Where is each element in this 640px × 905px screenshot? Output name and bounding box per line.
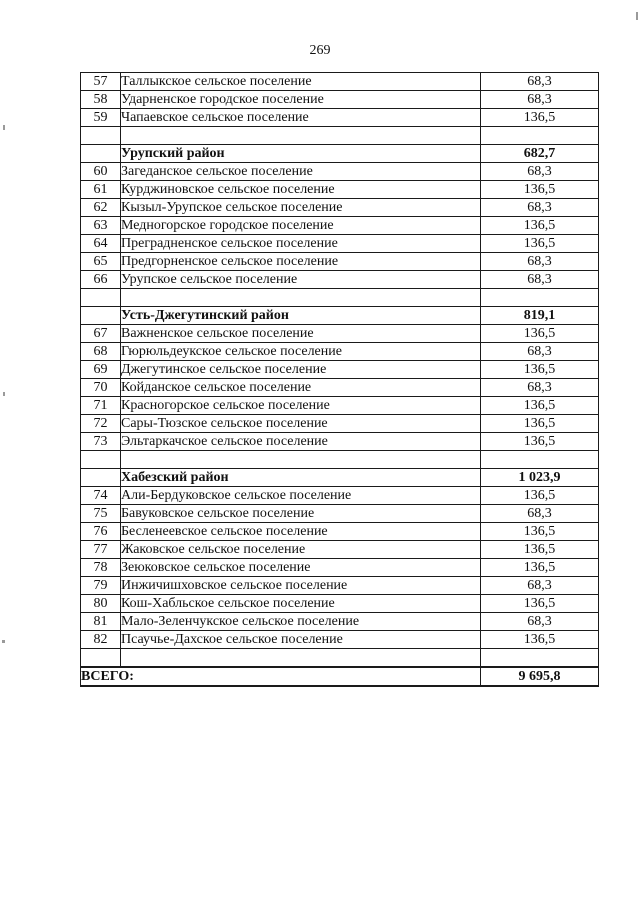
empty-cell [121, 451, 481, 469]
row-number: 68 [81, 343, 121, 361]
amount-value: 136,5 [481, 217, 599, 235]
row-number: 79 [81, 577, 121, 595]
amount-value: 68,3 [481, 577, 599, 595]
row-number: 71 [81, 397, 121, 415]
row-number: 69 [81, 361, 121, 379]
amount-value: 136,5 [481, 541, 599, 559]
row-number: 80 [81, 595, 121, 613]
amount-value: 136,5 [481, 361, 599, 379]
total-row [81, 667, 599, 686]
district-total: 819,1 [481, 307, 599, 325]
settlement-name: Гюрюльдеукское сельское поселение [121, 343, 481, 361]
row-number: 61 [81, 181, 121, 199]
table-row [81, 379, 599, 397]
settlement-name: Важненское сельское поселение [121, 325, 481, 343]
table-row [81, 271, 599, 289]
settlement-name: Таллыкское сельское поселение [121, 73, 481, 91]
district-name: Хабезский район [121, 469, 481, 487]
district-row [81, 307, 599, 325]
amount-value: 68,3 [481, 73, 599, 91]
empty-cell [481, 649, 599, 668]
row-number: 60 [81, 163, 121, 181]
settlement-name: Загеданское сельское поселение [121, 163, 481, 181]
row-number: 64 [81, 235, 121, 253]
blank-row [81, 289, 599, 307]
empty-cell [81, 451, 121, 469]
district-row [81, 469, 599, 487]
row-number: 81 [81, 613, 121, 631]
settlement-name: Чапаевское сельское поселение [121, 109, 481, 127]
empty-cell [121, 127, 481, 145]
table-row [81, 361, 599, 379]
amount-value: 68,3 [481, 163, 599, 181]
table-row [81, 595, 599, 613]
table-row [81, 343, 599, 361]
district-total: 682,7 [481, 145, 599, 163]
amount-value: 136,5 [481, 325, 599, 343]
amount-value: 136,5 [481, 109, 599, 127]
amount-value: 136,5 [481, 595, 599, 613]
table-row [81, 109, 599, 127]
row-number: 58 [81, 91, 121, 109]
empty-cell [81, 469, 121, 487]
row-number: 75 [81, 505, 121, 523]
blank-row [81, 451, 599, 469]
settlement-name: Бесленеевское сельское поселение [121, 523, 481, 541]
scan-artifact [2, 640, 5, 643]
table-row [81, 325, 599, 343]
row-number: 59 [81, 109, 121, 127]
table-row [81, 73, 599, 91]
amount-value: 136,5 [481, 631, 599, 649]
row-number: 76 [81, 523, 121, 541]
settlement-name: Эльтаркачское сельское поселение [121, 433, 481, 451]
table-row [81, 217, 599, 235]
row-number: 77 [81, 541, 121, 559]
grand-total-label: ВСЕГО: [81, 667, 481, 686]
blank-row [81, 649, 599, 668]
settlement-name: Сары-Тюзское сельское поселение [121, 415, 481, 433]
row-number: 62 [81, 199, 121, 217]
district-name: Урупский район [121, 145, 481, 163]
settlement-name: Ударненское городское поселение [121, 91, 481, 109]
settlement-name: Зеюковское сельское поселение [121, 559, 481, 577]
row-number: 66 [81, 271, 121, 289]
table-row [81, 91, 599, 109]
table-row [81, 559, 599, 577]
amount-value: 136,5 [481, 487, 599, 505]
empty-cell [481, 289, 599, 307]
table-row [81, 505, 599, 523]
amount-value: 68,3 [481, 253, 599, 271]
settlement-name: Кош-Хабльское сельское поселение [121, 595, 481, 613]
settlement-name: Койданское сельское поселение [121, 379, 481, 397]
settlement-name: Бавуковское сельское поселение [121, 505, 481, 523]
table-row [81, 613, 599, 631]
amount-value: 136,5 [481, 415, 599, 433]
district-name: Усть-Джегутинский район [121, 307, 481, 325]
amount-value: 68,3 [481, 505, 599, 523]
amount-value: 68,3 [481, 91, 599, 109]
row-number: 65 [81, 253, 121, 271]
grand-total-value: 9 695,8 [481, 667, 599, 686]
page-number: 269 [309, 43, 331, 58]
settlement-name: Джегутинское сельское поселение [121, 361, 481, 379]
table-row [81, 199, 599, 217]
amount-value: 68,3 [481, 343, 599, 361]
table-row [81, 415, 599, 433]
blank-row [81, 127, 599, 145]
table-row [81, 433, 599, 451]
allocation-table [80, 72, 599, 687]
empty-cell [81, 127, 121, 145]
amount-value: 136,5 [481, 397, 599, 415]
table-row [81, 235, 599, 253]
district-total: 1 023,9 [481, 469, 599, 487]
settlement-name: Курджиновское сельское поселение [121, 181, 481, 199]
settlement-name: Кызыл-Урупское сельское поселение [121, 199, 481, 217]
empty-cell [121, 649, 481, 668]
scan-artifact [3, 125, 5, 130]
settlement-name: Преградненское сельское поселение [121, 235, 481, 253]
empty-cell [81, 307, 121, 325]
scan-artifact [3, 392, 5, 396]
settlement-name: Медногорское городское поселение [121, 217, 481, 235]
table-row [81, 397, 599, 415]
settlement-name: Али-Бердуковское сельское поселение [121, 487, 481, 505]
settlement-name: Мало-Зеленчукское сельское поселение [121, 613, 481, 631]
table-row [81, 253, 599, 271]
settlement-name: Урупское сельское поселение [121, 271, 481, 289]
empty-cell [481, 127, 599, 145]
row-number: 74 [81, 487, 121, 505]
table-row [81, 487, 599, 505]
amount-value: 136,5 [481, 559, 599, 577]
empty-cell [121, 289, 481, 307]
table-row [81, 577, 599, 595]
amount-value: 68,3 [481, 271, 599, 289]
settlement-name: Псаучье-Дахское сельское поселение [121, 631, 481, 649]
row-number: 82 [81, 631, 121, 649]
district-row [81, 145, 599, 163]
settlement-name: Предгорненское сельское поселение [121, 253, 481, 271]
amount-value: 68,3 [481, 613, 599, 631]
empty-cell [81, 649, 121, 668]
amount-value: 136,5 [481, 181, 599, 199]
table-row [81, 631, 599, 649]
empty-cell [81, 289, 121, 307]
empty-cell [81, 145, 121, 163]
table-row [81, 541, 599, 559]
table-row [81, 163, 599, 181]
table-row [81, 523, 599, 541]
settlement-name: Инжичишховское сельское поселение [121, 577, 481, 595]
amount-value: 136,5 [481, 235, 599, 253]
table-body [81, 73, 599, 687]
row-number: 57 [81, 73, 121, 91]
row-number: 70 [81, 379, 121, 397]
empty-cell [481, 451, 599, 469]
amount-value: 68,3 [481, 199, 599, 217]
row-number: 67 [81, 325, 121, 343]
settlement-name: Жаковское сельское поселение [121, 541, 481, 559]
row-number: 73 [81, 433, 121, 451]
amount-value: 136,5 [481, 523, 599, 541]
scan-artifact [636, 12, 638, 20]
row-number: 63 [81, 217, 121, 235]
row-number: 72 [81, 415, 121, 433]
settlement-name: Красногорское сельское поселение [121, 397, 481, 415]
amount-value: 68,3 [481, 379, 599, 397]
row-number: 78 [81, 559, 121, 577]
table-row [81, 181, 599, 199]
amount-value: 136,5 [481, 433, 599, 451]
